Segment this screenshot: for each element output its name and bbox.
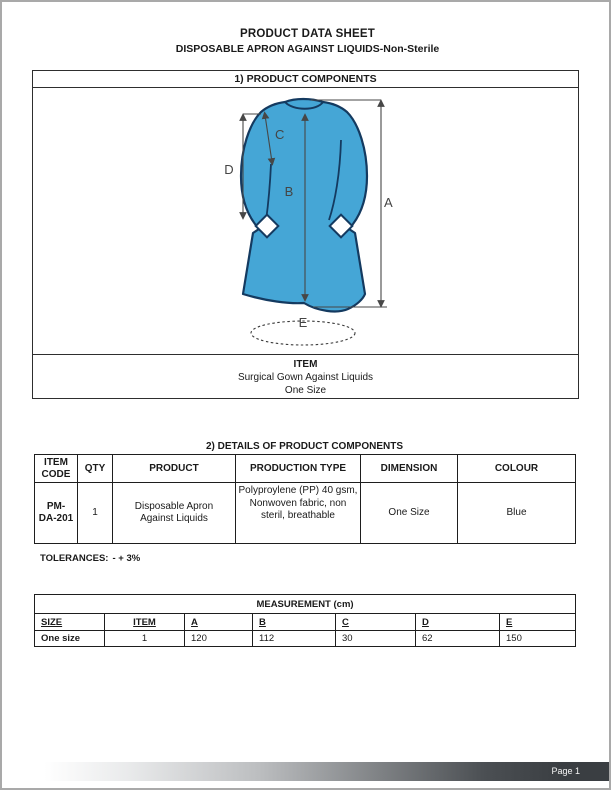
cell-item: 1 [105, 631, 185, 647]
item-box-heading: ITEM [293, 358, 318, 370]
item-box-size: One Size [284, 384, 327, 396]
col-header-qty: QTY [78, 455, 113, 483]
col-header-item [105, 614, 185, 631]
details-data-row [35, 483, 576, 544]
details-header-row [35, 455, 576, 483]
col-header-size [35, 614, 105, 631]
item-code-line2: DA-201 [38, 513, 74, 524]
details-table [34, 454, 576, 544]
tolerances-label: TOLERANCES: [40, 553, 109, 564]
dim-d-label: D [224, 162, 234, 177]
measurement-title-row [35, 595, 576, 614]
footer-bar [44, 762, 609, 781]
dim-e-label: E [298, 315, 308, 330]
col-header-item-code: ITEM CODE [35, 455, 78, 483]
cell-item-code [35, 483, 78, 544]
cell-e: 150 [500, 631, 576, 647]
cell-product [113, 483, 236, 544]
measurement-value-row [35, 631, 576, 647]
product-line1: Disposable Apron [134, 500, 214, 512]
cell-production-type [236, 483, 361, 544]
doc-subtitle: DISPOSABLE APRON AGAINST LIQUIDS-Non-Sterile [175, 43, 440, 55]
measurement-title: MEASUREMENT (cm) [35, 595, 576, 614]
tolerances-note [40, 553, 140, 564]
col-header-c [336, 614, 416, 631]
tolerances-value: - + 3% [112, 553, 141, 564]
section1-title: 1) PRODUCT COMPONENTS [32, 70, 579, 88]
product-line2: Against Liquids [140, 513, 208, 524]
a-header-text: A [191, 616, 198, 628]
col-header-production-type: PRODUCTION TYPE [236, 455, 361, 483]
cell-d: 62 [416, 631, 500, 647]
cell-colour: Blue [458, 483, 576, 544]
b-header-text: B [259, 616, 266, 628]
col-header-colour: COLOUR [458, 455, 576, 483]
dim-a-label: A [384, 195, 393, 210]
production-type-line2: Nonwoven fabric, non [249, 497, 347, 509]
cell-dimension: One Size [361, 483, 458, 544]
dim-c-label: C [275, 127, 285, 142]
measurement-table [34, 594, 576, 647]
item-code-line1: PM- [46, 500, 66, 512]
cell-b: 112 [253, 631, 336, 647]
col-header-product: PRODUCT [113, 455, 236, 483]
gown-diagram [191, 90, 423, 354]
cell-c: 30 [336, 631, 416, 647]
section2-title: 2) DETAILS OF PRODUCT COMPONENTS [205, 441, 404, 452]
gown-diagram-area [32, 88, 579, 355]
cell-a: 120 [185, 631, 253, 647]
item-header-text: ITEM [133, 616, 156, 628]
doc-title: PRODUCT DATA SHEET [240, 28, 375, 40]
e-header-text: E [506, 616, 513, 628]
c-header-text: C [342, 616, 349, 628]
page-number: Page 1 [551, 766, 580, 776]
dim-b-label: B [284, 184, 294, 199]
col-header-d [416, 614, 500, 631]
product-components-panel [32, 70, 579, 399]
item-box-product-name: Surgical Gown Against Liquids [237, 371, 374, 383]
cell-qty: 1 [78, 483, 113, 544]
production-type-line3: steril, breathable [261, 510, 335, 521]
gown-outline [241, 99, 367, 311]
col-header-b [253, 614, 336, 631]
col-header-e [500, 614, 576, 631]
production-type-line1: Polyproylene (PP) 40 gsm, [238, 485, 358, 496]
size-header-text: SIZE [41, 616, 63, 628]
col-header-dimension: DIMENSION [361, 455, 458, 483]
measurement-header-row [35, 614, 576, 631]
cell-size: One size [35, 631, 105, 647]
col-header-a [185, 614, 253, 631]
item-box [32, 354, 579, 399]
d-header-text: D [422, 616, 429, 628]
